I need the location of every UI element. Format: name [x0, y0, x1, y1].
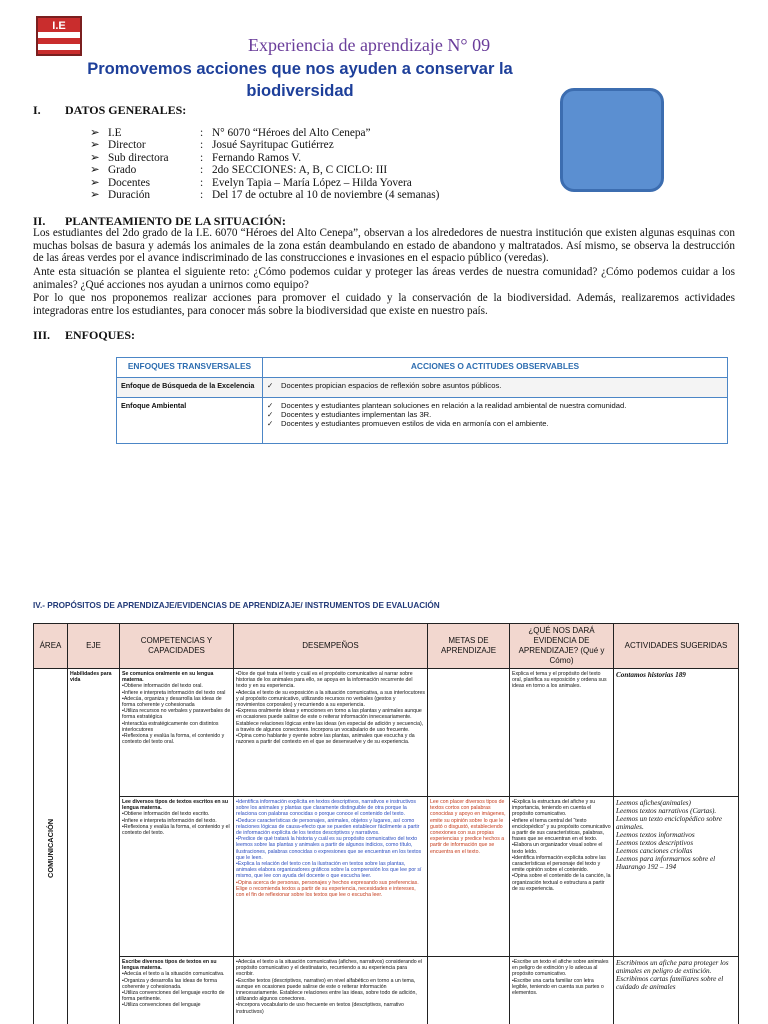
competencia-title: Lee diversos tipos de textos escritos en su lengua materna.: [122, 799, 229, 812]
datos-label: Duración: [108, 189, 151, 202]
capacidad-item: ▪ Infiere e interpreta información del texto oral: [122, 690, 231, 696]
section-title: PLANTEAMIENTO DE LA SITUACIÓN:: [65, 214, 286, 228]
table-row: [34, 669, 739, 797]
arrow-bullet-icon: ➢: [90, 127, 100, 139]
table-header: ¿QUÉ NOS DARÁ EVIDENCIA DE APRENDIZAJE? (Qué y Cómo): [510, 624, 614, 669]
table-row: [34, 797, 739, 957]
actividad-item: Leemos canciones criollas: [616, 847, 693, 855]
competencia-cell: [120, 957, 234, 1024]
page-title: Experiencia de aprendizaje N° 09: [248, 35, 491, 55]
desempeno-item: ▪ Expresa oralmente ideas y emociones en torno a las plantas y animales aunque en ocasiones puede salirse de este o reiterar información innecesariamente. Establece relaciones lógicas entre las ideas (en especial de adición y secuencia), a través de algunos conectores. Incorpora un vocabulario de uso frecuente.: [236, 708, 425, 733]
arrow-bullet-icon: ➢: [90, 189, 100, 202]
section-title: DATOS GENERALES:: [65, 103, 187, 117]
section-heading-4: IV.- PROPÓSITOS DE APRENDIZAJE/EVIDENCIAS DE APRENDIZAJE/ INSTRUMENTOS DE EVALUACIÓN: [33, 601, 440, 610]
arrow-bullet-icon: ➢: [90, 164, 100, 177]
desempeno-item: ▪ Adecúa el texto a la situación comunicativa (afiches, narrativos) considerando el propósito comunicativo y el destinatario, recurriendo a su experiencia para escribir.: [236, 959, 425, 978]
section-number: I.: [33, 103, 41, 117]
check-item: ✓ Docentes propician espacios de reflexión sobre asuntos públicos.: [267, 381, 723, 390]
section-number: III.: [33, 328, 51, 342]
datos-value: Josué Sayritupac Gutiérrez: [212, 139, 334, 152]
list-item: ➢ Grado : 2do SECCIONES: A, B, C CICLO: III: [90, 164, 388, 177]
evidencia-item: ▪ Escribe un texto el afiche sobre animales en peligro de extinción y lo adecua al propósito comunicativo.: [512, 959, 611, 978]
metas-cell: Lee con placer diversos tipos de textos cortos con palabras conocidas y apoyo en imágenes, emite su opinión sobre lo que le gustó o disgustó, estableciendo conexiones con sus propias experiencias y predice hechos a partir de información que se encuentra en el texto.: [428, 797, 510, 957]
check-item: ✓ Docentes y estudiantes promueven estilos de vida en armonía con el ambiente.: [267, 419, 723, 428]
page-subtitle: Promovemos acciones que nos ayuden a conservar la biodiversidad: [87, 60, 513, 100]
actividad-item: Leemos para informarnos sobre el Huarango 192 – 194: [616, 855, 716, 871]
table-header: ACCIONES O ACTITUDES OBSERVABLES: [263, 358, 728, 378]
actividad-item: Leemos textos descriptivos: [616, 839, 694, 847]
school-logo: [36, 16, 82, 56]
situation-paragraph-3: Por lo que nos proponemos realizar acciones para promover el cuidado y la conservación de la biodiversidad. Además, realizaremos actividades integradoras entre los estudiantes, para conocer más sobre la biodiversidad que existe en nuestro país.: [33, 292, 735, 317]
arrow-bullet-icon: ➢: [90, 176, 100, 189]
section-number: II.: [33, 214, 46, 228]
datos-value: Evelyn Tapia – María López – Hilda Yovera: [212, 176, 412, 189]
actividad-item: Leemos textos narrativos (Cartas).: [616, 807, 717, 815]
datos-label: Docentes: [108, 176, 151, 189]
capacidad-item: ▪ Utiliza convenciones del lenguaje escrito de forma pertinente.: [122, 990, 231, 1002]
propositos-table: [33, 623, 739, 1024]
actividad-item: Contamos historias 189: [616, 671, 686, 679]
datos-value: N° 6070 “Héroes del Alto Cenepa”: [212, 127, 371, 139]
arrow-bullet-icon: ➢: [90, 139, 100, 152]
enfoque-actions: [263, 378, 728, 398]
desempenos-cell: [234, 669, 428, 797]
check-item: ✓ Docentes y estudiantes implementan las 3R.: [267, 410, 723, 419]
eje-cell: [68, 669, 120, 1024]
capacidad-item: ▪ Adecúa el texto a la situación comunicativa.: [122, 971, 231, 977]
list-item: ➢ Sub directora : Fernando Ramos V.: [90, 151, 302, 164]
datos-value: 2do SECCIONES: A, B, C CICLO: III: [212, 164, 388, 177]
capacidad-item: ▪ Organiza y desarrolla las ideas de forma coherente y cohesionada.: [122, 978, 231, 990]
eje-text: Habilidades para vida: [70, 671, 112, 684]
section-heading-1: [33, 103, 186, 118]
competencia-cell: [120, 669, 234, 797]
arrow-bullet-icon: ➢: [90, 151, 100, 164]
desempeno-item: ▪ Adecúa el texto de su exposición a la situación comunicativa, a sus interlocutores y al propósito comunicativo, utilizando recursos no verbales (gestos y movimientos corporales) y recurriendo a su experiencia.: [236, 690, 425, 709]
table-row: [34, 957, 739, 1024]
capacidad-item: ▪ Infiere e interpreta información del texto.: [122, 818, 231, 824]
actividad-item: Leemos afiches(animales): [616, 799, 691, 807]
desempeno-item: ▪ Predice de qué tratará la historia y cuál es su propósito comunicativo del texto leemos sobre las plantas y animales a partir de algunos indicios, como título, ilustraciones, palabras conocidas o expresiones que se encuentran en los textos que le leen.: [236, 836, 425, 861]
actividad-item: Leemos un texto enciclopédico sobre animales.: [616, 815, 722, 831]
evidencia-cell: [510, 957, 614, 1024]
actividades-cell: [614, 669, 739, 797]
desempeno-item: ▪ Identifica información explícita en textos descriptivos, narrativos e instructivos sobre los animales y plantas que claramente distinguible de otra porque la relaciona con palabras conocidas o porque conoce el contenido del texto.: [236, 799, 425, 818]
desempeno-item: ▪ Dice de qué trata el texto y cuál es el propósito comunicativo al narrar sobre historias de los animales para ello, se apoya en la información recurrente del texto y en su experiencia.: [236, 671, 425, 690]
enfoques-table: [116, 357, 728, 444]
table-header: EJE: [68, 624, 120, 669]
desempeno-item: ▪ Opina como hablante y oyente sobre las plantas, animales que escucha y da razones a partir del contexto en el que se desenvuelve y de su experiencia.: [236, 733, 425, 745]
evidencia-item: ▪ Infiere el tema central del “texto enciclopédico” y su propósito comunicativo a partir de sus características, palabras, frases que se encuentran en el texto.: [512, 818, 611, 843]
capacidad-item: ▪ Utiliza convenciones del lenguaje: [122, 1002, 231, 1008]
desempenos-cell: [234, 797, 428, 957]
evidencia-item: ▪ Opina sobre el contenido de la canción, la organización textual o estructura a partir de su experiencia.: [512, 873, 611, 892]
decorative-box: [560, 88, 664, 192]
situation-paragraph-2: Ante esta situación se plantea el siguiente reto: ¿Cómo podemos cuidar y proteger las áreas verdes de nuestra comunidad? ¿Cómo podemos cuidar a los animales? ¿Qué acciones nos ayudan a unirnos como equipo?: [33, 266, 735, 291]
evidencia-cell: Explica el tema y el propósito del texto oral, planifica su exposición y ordena sus ideas en torno a los animales.: [510, 669, 614, 797]
capacidad-item: ▪ Obtiene información del texto escrito.: [122, 811, 231, 817]
table-header: METAS DE APRENDIZAJE: [428, 624, 510, 669]
competencia-cell: [120, 797, 234, 957]
table-header: DESEMPEÑOS: [234, 624, 428, 669]
evidencia-item: ▪ Escribe una carta familiar con letra legible, teniendo en cuenta sus partes o elementos.: [512, 978, 611, 997]
table-row: [117, 398, 728, 444]
desempeno-item: ▪ Incorpora vocabulario de uso frecuente en textos (descriptivos, narrativo instructivos): [236, 1002, 425, 1014]
datos-label: Grado: [108, 164, 137, 177]
competencia-title: Escribe diversos tipos de textos en su lengua materna.: [122, 959, 217, 972]
capacidad-item: ▪ Reflexiona y evalúa la forma, el contenido y el contexto del texto.: [122, 824, 231, 836]
desempenos-cell: [234, 957, 428, 1024]
desempeno-item: ▪ Explica la relación del texto con la ilustración en textos sobre las plantas, animales elabora organizadores gráficos sobre la comprensión los que lee por sí mismo, que lee con ayuda del docente o que escucha leer.: [236, 861, 425, 880]
enfoque-name: Enfoque Ambiental: [117, 398, 263, 444]
datos-label: Director: [108, 139, 146, 152]
capacidad-item: ▪ Reflexiona y evalúa la forma, el contenido y contexto del texto oral.: [122, 733, 231, 745]
evidencia-item: ▪ Elabora un organizador visual sobre el texto leído.: [512, 842, 611, 854]
evidencia-cell: [510, 797, 614, 957]
datos-value: Fernando Ramos V.: [212, 151, 302, 164]
actividad-item: Escribimos un afiche para proteger los animales en peligro de extinción.: [616, 959, 729, 975]
table-header-row: [34, 624, 739, 669]
desempeno-item: ▪ Opina acerca de personas, personajes y hechos expresando sus preferencias. Elige o recomienda textos a partir de su experiencia, necesidades e intereses, con el fin de reflexionar sobre los textos que lee o escucha leer.: [236, 880, 425, 899]
area-cell: COMUNICACIÓN: [34, 669, 68, 1024]
datos-value: Del 17 de octubre al 10 de noviembre (4 semanas): [212, 189, 440, 202]
list-item: ➢ Director : Josué Sayritupac Gutiérrez: [90, 139, 334, 152]
datos-label: I.E: [108, 127, 122, 139]
actividad-item: Leemos textos informativos: [616, 831, 695, 839]
list-item: ➢ Docentes : Evelyn Tapia – María López – Hilda Yovera: [90, 176, 412, 189]
check-item: ✓ Docentes y estudiantes plantean soluciones en relación a la realidad ambiental de nuestra comunidad.: [267, 401, 723, 410]
section-heading-3: [33, 328, 135, 343]
capacidad-item: ▪ Adecúa, organiza y desarrolla las ideas de forma coherente y cohesionada: [122, 696, 231, 708]
table-header: ENFOQUES TRANSVERSALES: [117, 358, 263, 378]
capacidad-item: ▪ Interactúa estratégicamente con distintos interlocutores: [122, 721, 231, 733]
evidencia-item: ▪ Identifica información explícita sobre las características el personaje del texto y emite opinión sobre el contenido.: [512, 855, 611, 874]
metas-cell: [428, 957, 510, 1024]
list-item: ➢ I.E : N° 6070 “Héroes del Alto Cenepa”: [90, 127, 371, 139]
desempeno-item: ▪ Deduce características de personajes, animales, objetos y lugares, así como relaciones lógicas de causa-efecto que se pueden establecer fácilmente a partir de información explícita de los textos descriptivos y narrativos.: [236, 818, 425, 837]
desempeno-item: ▪ Escribe textos (descriptivos, narrativo) en nivel alfabético en torno a un tema, aunque en ocasiones puede salirse de este o reiterar información innecesariamente. Establece relaciones entre las ideas, sobre todo de adición, utilizando algunos conectores.: [236, 978, 425, 1003]
actividad-item: Escribimos cartas familiares sobre el cuidado de animales: [616, 975, 724, 991]
list-item: ➢ Duración : Del 17 de octubre al 10 de noviembre (4 semanas): [90, 189, 440, 202]
capacidad-item: ▪ Utiliza recursos no verbales y paraverbales de forma estratégica: [122, 708, 231, 720]
datos-label: Sub directora: [108, 151, 169, 164]
situation-paragraph-1: Los estudiantes del 2do grado de la I.E. 6070 “Héroes del Alto Cenepa”, observan a los alrededores de nuestra institución que existen algunas esquinas con muchas bolsas de basura y además los animales de la zona están deambulando en estado de abandono y maltratados. Así mismo, se observa la destrucción de las áreas verdes por el avance indiscriminado de las construcciones e invasiones en el espacio público (veredas).: [33, 227, 735, 265]
table-header: ÁREA: [34, 624, 68, 669]
table-header: COMPETENCIAS Y CAPACIDADES: [120, 624, 234, 669]
actividades-cell: [614, 797, 739, 957]
section-title: ENFOQUES:: [65, 328, 136, 342]
enfoque-name: Enfoque de Búsqueda de la Excelencia: [117, 378, 263, 398]
competencia-title: Se comunica oralmente en su lengua materna.: [122, 671, 214, 684]
table-row: [117, 378, 728, 398]
metas-cell: [428, 669, 510, 797]
evidencia-item: ▪ Explica la estructura del afiche y su importancia, teniendo en cuenta el propósito comunicativo.: [512, 799, 611, 818]
logo-text: I.E: [52, 20, 66, 32]
datos-generales-list: [90, 127, 439, 201]
enfoque-actions: [263, 398, 728, 444]
table-header: ACTIVIDADES SUGERIDAS: [614, 624, 739, 669]
actividades-cell: [614, 957, 739, 1024]
capacidad-item: ▪ Obtiene información del texto oral.: [122, 683, 231, 689]
